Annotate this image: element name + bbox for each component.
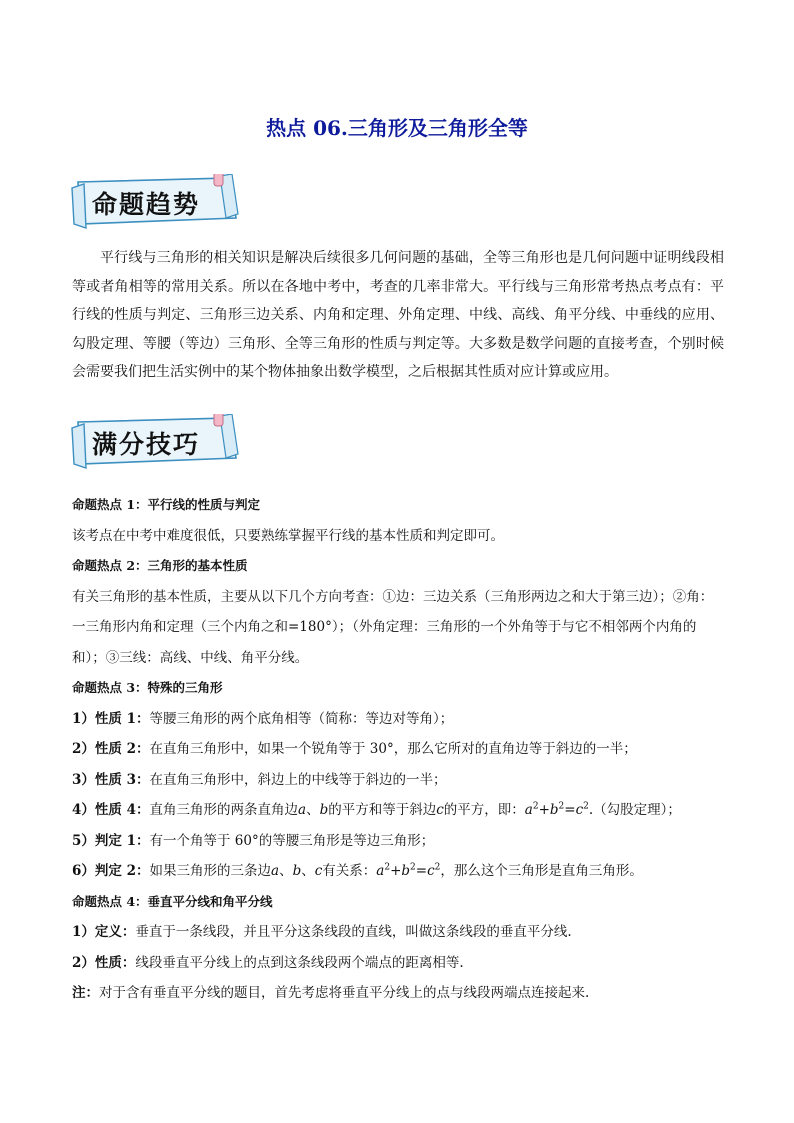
item-label: 2）性质： (72, 954, 136, 971)
list-item (72, 795, 724, 826)
exp: 2 (558, 801, 565, 812)
item-text: 等腰三角形的两个底角相等（简称：等边对等角）； (149, 710, 454, 727)
item-label: 3）性质 3： (72, 771, 150, 788)
item-text: 垂直于一条线段，并且平分这条线段的直线，叫做这条线段的垂直平分线. (135, 924, 572, 940)
item-text: 有关系： (322, 863, 377, 879)
item-text: 在直角三角形中，如果一个锐角等于 30°，那么它所对的直角边等于斜边的一半； (149, 741, 637, 757)
sep: 、 (306, 802, 320, 818)
formula-b: b (549, 802, 559, 818)
banner-title-skills: 满分技巧 (92, 430, 201, 459)
var-b: b (292, 863, 302, 879)
item-label: 1）定义： (72, 924, 136, 940)
skills-content (72, 490, 724, 1009)
section-heading: 命题热点 1：平行线的性质与判定 (72, 497, 261, 512)
item-text: 直角三角形的两条直角边 (149, 802, 298, 818)
note (72, 978, 724, 1009)
section-heading: 命题热点 3：特殊的三角形 (72, 680, 223, 695)
var-a: a (298, 802, 307, 818)
list-item (72, 734, 724, 765)
item-text: 线段垂直平分线上的点到这条线段两个端点的距离相等. (135, 954, 464, 971)
exp: 2 (410, 862, 416, 873)
item-text: 的平方，即： (443, 802, 525, 818)
item-text: 在直角三角形中，斜边上的中线等于斜边的一半； (149, 771, 447, 788)
intro-paragraph: 平行线与三角形的相关知识是解决后续很多几何问题的基础，全等三角形也是几何问题中证明线段相等或者角相等的常用关系。所以在各地中考中，考查的几率非常大。平行线与三角形常考热点考点有：平行线的性质与判定、三角形三边关系、内角和定理、外角定理、中线、高线、角平分线、中垂线的应用、勾股定理、等腰（等边）三角形、全等三角形的性质与判定等。大多数是数学问题的直接考查，个别时候会需要我们把生活实例中的某个物体抽象出数学模型，之后根据其性质对应计算或应用。 (72, 250, 724, 380)
list-item (72, 704, 724, 735)
list-item (72, 948, 724, 979)
list-item (72, 917, 724, 948)
var-c: c (436, 802, 444, 818)
section-text: 该考点在中考中难度很低，只要熟练掌握平行线的基本性质和判定即可。 (72, 527, 504, 544)
item-label: 5）判定 1： (72, 832, 150, 849)
item-text: 如果三角形的三条边 (149, 863, 271, 879)
formula-c: c (575, 802, 584, 818)
page-title: 热点 06.三角形及三角形全等 (266, 116, 528, 140)
exp: 2 (384, 862, 391, 873)
item-label: 6）判定 2： (72, 863, 150, 879)
note-label: 注： (72, 985, 99, 1001)
list-item (72, 826, 724, 857)
section-banner-skills (70, 414, 240, 470)
note-text: 对于含有垂直平分线的题目，首先考虑将垂直平分线上的点与线段两端点连接起来. (99, 985, 590, 1001)
op-plus: + (390, 863, 402, 879)
item-label: 4）性质 4： (72, 802, 150, 818)
op-eq: = (564, 802, 576, 818)
item-text: 有一个角等于 60°的等腰三角形是等边三角形； (149, 832, 435, 849)
var-c: c (314, 863, 323, 879)
list-item (72, 856, 724, 887)
item-text: ，那么这个三角形是直角三角形。 (440, 863, 643, 879)
section-heading: 命题热点 2：三角形的基本性质 (72, 558, 248, 573)
formula-a: a (376, 863, 385, 879)
var-a: a (271, 863, 280, 879)
banner-title-trend: 命题趋势 (92, 190, 201, 219)
op-plus: + (538, 802, 550, 818)
item-text: 的平方和等于斜边 (328, 802, 437, 818)
sep: 、 (301, 863, 315, 879)
sep: 、 (279, 863, 293, 879)
item-label: 2）性质 2： (72, 741, 150, 757)
section-banner-trend (70, 174, 240, 230)
section-text: 有关三角形的基本性质，主要从以下几个方向考查：①边：三边关系（三角形两边之和大于第三边）；②角：一三角形内角和定理（三个内角之和=180°）；（外角定理：三角形的一个外角等于与它不相邻两个内角的和）；③三线：高线、中线、角平分线。 (72, 588, 714, 666)
formula-c: c (427, 863, 435, 879)
formula-b: b (401, 863, 411, 879)
formula-a: a (524, 802, 533, 818)
exp: 2 (583, 801, 589, 812)
item-text: .（勾股定理）； (588, 802, 681, 818)
list-item (72, 765, 724, 796)
var-b: b (319, 802, 329, 818)
section-heading: 命题热点 4：垂直平分线和角平分线 (72, 893, 273, 909)
exp: 2 (532, 801, 539, 812)
exp: 2 (434, 862, 441, 873)
item-label: 1）性质 1： (72, 710, 150, 727)
op-eq: = (415, 863, 428, 879)
